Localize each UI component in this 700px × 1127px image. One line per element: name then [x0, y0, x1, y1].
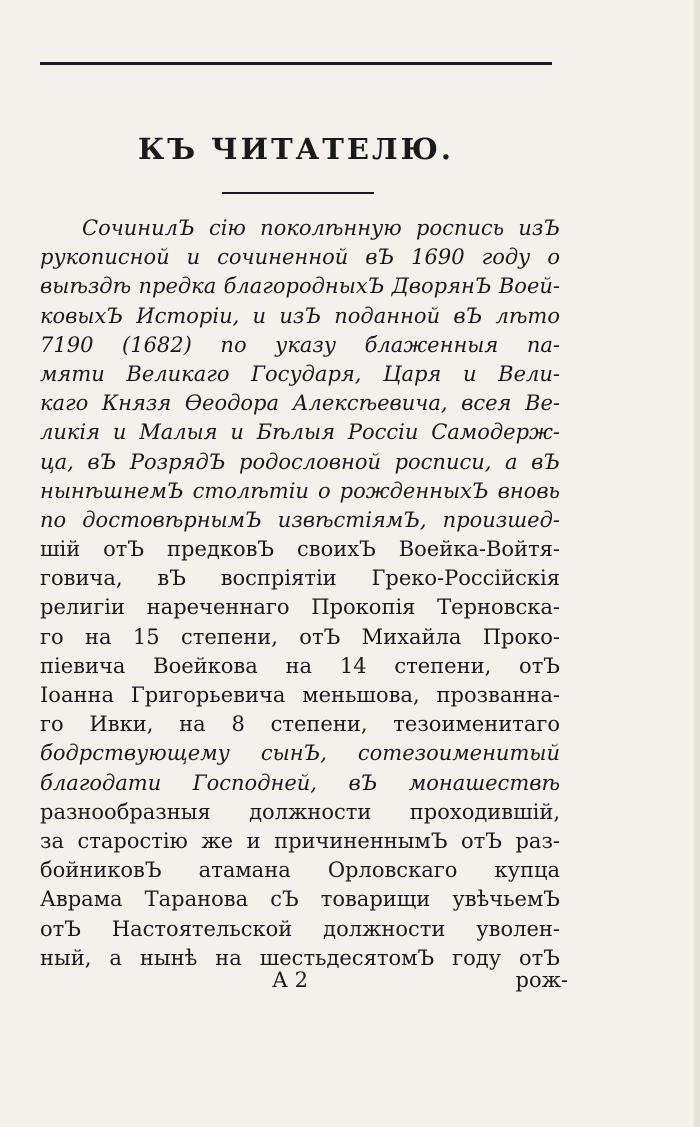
catchword: рож- — [515, 968, 568, 992]
page-edge — [694, 0, 700, 1127]
text-line: ковыхЪ Исторіи, и изЪ поданной вЪ лѣто — [40, 303, 560, 328]
text-line: говича, вЪ воспріятіи Греко-Россійскія — [40, 566, 560, 591]
text-line: за старостію же и причиненнымЪ отЪ раз- — [40, 828, 560, 853]
text-line: рукописной и сочиненной вЪ 1690 году о — [40, 245, 560, 270]
text-line: 7190 (1682) по указу блаженныя па- — [40, 332, 560, 357]
signature-mark: А 2 — [272, 968, 308, 992]
text-line: каго Князя Өеодора Алексѣевича, всея Ве- — [40, 391, 560, 416]
text-line: ца, вЪ РозрядЪ родословной росписи, а вЪ — [40, 449, 560, 474]
text-line: разнообразныя должности проходившій, — [40, 799, 560, 824]
text-line: го на 15 степени, отЪ Михайла Проко- — [40, 624, 560, 649]
text-line: нынѣшнемЪ столѣтіи о рожденныхЪ вновь — [40, 478, 560, 503]
text-line: СочинилЪ сію поколѣнную роспись изЪ — [82, 216, 560, 240]
page-footer — [40, 968, 568, 998]
top-rule — [40, 62, 552, 65]
text-line: отЪ Настоятельской должности уволен- — [40, 916, 560, 941]
page-heading: КЪ ЧИТАТЕЛЮ. — [137, 132, 455, 166]
heading-rule — [222, 192, 374, 194]
text-line: благодати Господней, вЪ монашествѣ — [40, 770, 560, 795]
text-line: религіи нареченнаго Прокопія Терновска- — [40, 595, 560, 620]
text-line: піевича Воейкова на 14 степени, отЪ — [40, 653, 560, 678]
text-line: бодрствующему сынЪ, сотезоименитый — [40, 741, 560, 766]
body-text — [40, 214, 560, 973]
text-line: по достовѣрнымЪ извѣстіямЪ, произшед- — [40, 507, 560, 532]
text-line: Іоанна Григорьевича меньшова, прозванна- — [40, 683, 560, 707]
text-line: бойниковЪ атамана Орловскаго купца — [40, 858, 560, 883]
text-line: го Ивки, на 8 степени, тезоименитаго — [40, 712, 560, 737]
text-line: мяти Великаго Государя, Царя и Вели- — [40, 361, 560, 386]
text-line: Аврама Таранова сЪ товарищи увѣчьемЪ — [40, 887, 560, 912]
text-line: ный, а нынѣ на шестьдесятомЪ году отЪ — [40, 945, 560, 970]
text-line: ликія и Малыя и Бѣлыя Россіи Самодерж- — [40, 420, 560, 445]
text-line: выѣздѣ предка благородныхЪ ДворянЪ Воей- — [40, 274, 560, 299]
text-line: шій отЪ предковЪ своихЪ Воейка-Войтя- — [40, 537, 560, 562]
